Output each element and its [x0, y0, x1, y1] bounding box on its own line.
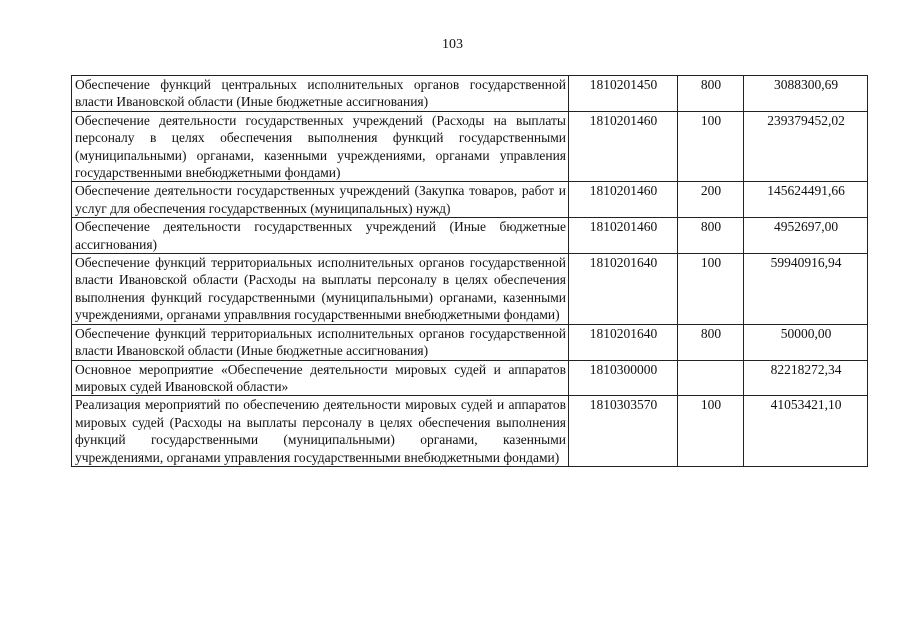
- row-description: Обеспечение функций территориальных исполнительных органов государственной власти Ивановской области (Расходы на выплаты персоналу в целях обеспечения выполнения функций государственными (муниципальными) органами, казенными учреждениями, органами управлвния государственными внебюджетными фондами): [72, 254, 569, 325]
- row-code: 1810201460: [569, 111, 678, 182]
- page-number: 103: [442, 37, 463, 52]
- row-description: Обеспечение деятельности государственных учреждений (Расходы на выплаты персоналу в целях обеспечения выполнения функций государственными (муниципальными) органами, казенными учреждениями, органами управления государственными внебюджетными фондами): [72, 111, 569, 182]
- row-description: Обеспечение функций центральных исполнительных органов государственной власти Ивановской области (Иные бюджетные ассигнования): [72, 76, 569, 112]
- row-amount: 3088300,69: [744, 76, 868, 112]
- row-amount: 59940916,94: [744, 254, 868, 325]
- row-expense-type: [678, 360, 744, 396]
- table-row: [72, 76, 868, 112]
- row-amount: 41053421,10: [744, 396, 868, 467]
- table-row: [72, 254, 868, 325]
- budget-table: [71, 75, 868, 467]
- row-amount: 239379452,02: [744, 111, 868, 182]
- row-expense-type: 100: [678, 254, 744, 325]
- row-code: 1810201460: [569, 182, 678, 218]
- table-row: [72, 218, 868, 254]
- row-expense-type: 800: [678, 324, 744, 360]
- row-expense-type: 800: [678, 76, 744, 112]
- row-expense-type: 800: [678, 218, 744, 254]
- row-description: Реализация мероприятий по обеспечению деятельности мировых судей и аппаратов мировых судей (Расходы на выплаты персоналу в целях обеспечения выполнения функций государственными (муниципальными) органами, казенными учреждениями, органами управления государственными внебюджетными фондами): [72, 396, 569, 467]
- row-code: 1810201640: [569, 254, 678, 325]
- row-code: 1810201450: [569, 76, 678, 112]
- row-description: Основное мероприятие «Обеспечение деятельности мировых судей и аппаратов мировых судей Ивановской области»: [72, 360, 569, 396]
- row-amount: 82218272,34: [744, 360, 868, 396]
- row-code: 1810201640: [569, 324, 678, 360]
- row-expense-type: 200: [678, 182, 744, 218]
- row-expense-type: 100: [678, 111, 744, 182]
- row-amount: 145624491,66: [744, 182, 868, 218]
- row-description: Обеспечение деятельности государственных учреждений (Иные бюджетные ассигнования): [72, 218, 569, 254]
- table-row: [72, 182, 868, 218]
- table-row: [72, 360, 868, 396]
- table-row: [72, 324, 868, 360]
- row-description: Обеспечение функций территориальных исполнительных органов государственной власти Ивановской области (Иные бюджетные ассигнования): [72, 324, 569, 360]
- table-row: [72, 111, 868, 182]
- row-amount: 50000,00: [744, 324, 868, 360]
- row-code: 1810201460: [569, 218, 678, 254]
- row-amount: 4952697,00: [744, 218, 868, 254]
- row-code: 1810300000: [569, 360, 678, 396]
- table-row: [72, 396, 868, 467]
- row-description: Обеспечение деятельности государственных учреждений (Закупка товаров, работ и услуг для обеспечения государственных (муниципальных) нужд): [72, 182, 569, 218]
- row-code: 1810303570: [569, 396, 678, 467]
- row-expense-type: 100: [678, 396, 744, 467]
